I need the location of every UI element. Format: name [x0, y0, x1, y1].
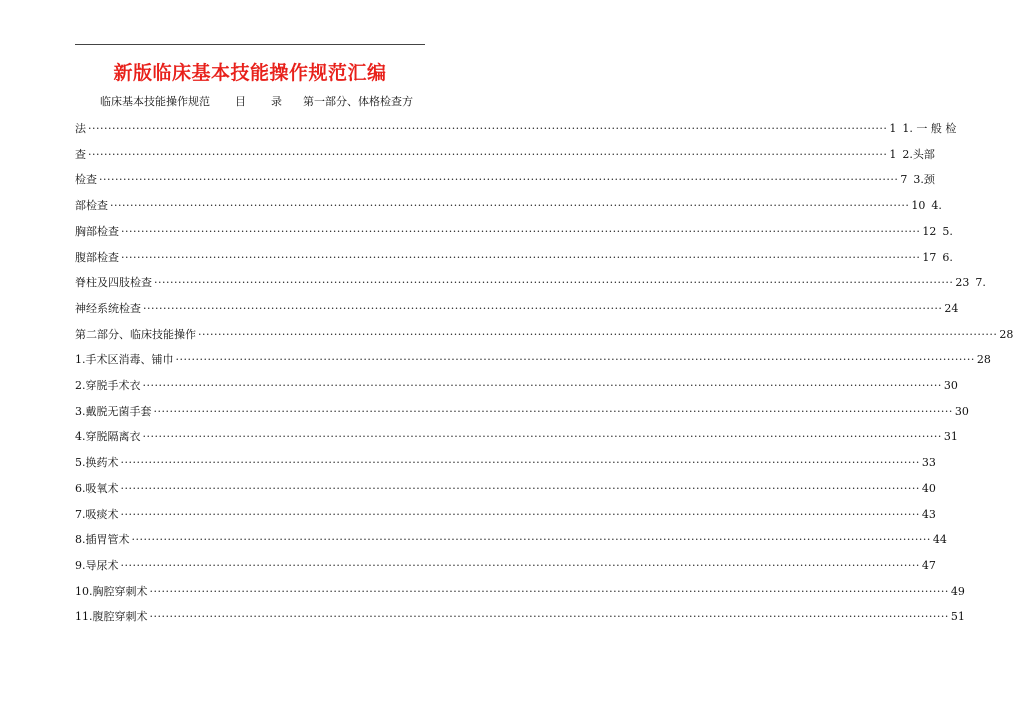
toc-entry: [75, 299, 959, 319]
toc-page-number: 28: [976, 353, 991, 367]
toc-leader-dots: ········································································································································································································: [88, 147, 888, 161]
toc-entry: [75, 556, 936, 576]
toc-leader-dots: ········································································································································································································: [120, 456, 920, 470]
toc-entry-label: 11.腹腔穿刺术: [75, 610, 148, 624]
toc-entry-label: 腹部检查: [75, 250, 119, 264]
toc-entry-label: 部检查: [75, 199, 108, 213]
toc-entry-label: 9.导尿术: [75, 558, 119, 572]
toc-next-entry-fragment: 6.: [942, 250, 953, 264]
toc-entry: [75, 273, 986, 293]
toc-entry: [75, 248, 953, 268]
toc-entry-label: 1.手术区消毒、铺巾: [75, 353, 174, 367]
toc-entry: [75, 453, 936, 473]
toc-entry-label: 脊柱及四肢检查: [75, 276, 152, 290]
toc-entry-label: 10.胸腔穿刺术: [75, 584, 148, 598]
toc-next-entry-fragment: 1. 一 般 检: [902, 122, 957, 135]
toc-page-number: 7: [900, 173, 908, 187]
toc-next-entry-fragment: 2.头部: [902, 147, 935, 161]
toc-entry: [75, 196, 942, 216]
toc-entry: [75, 505, 936, 525]
intro-text-3: 录: [271, 95, 282, 108]
toc-entry: [75, 325, 1013, 345]
toc-entry: [75, 530, 947, 550]
toc-entry-label: 8.插胃管术: [75, 533, 130, 547]
toc-leader-dots: ········································································································································································································: [153, 404, 953, 418]
toc-leader-dots: ········································································································································································································: [142, 430, 942, 444]
toc-leader-dots: ········································································································································································································: [120, 507, 920, 521]
toc-entry: [75, 402, 969, 422]
toc-entry-label: 法: [75, 122, 86, 135]
toc-page-number: 30: [943, 379, 958, 392]
toc-entry: [75, 607, 965, 627]
toc-page-number: 51: [950, 610, 965, 624]
toc-entry: [75, 222, 953, 242]
intro-text-2: 目: [235, 95, 246, 108]
toc-entry: [75, 427, 958, 447]
toc-leader-dots: ········································································································································································································: [121, 224, 921, 238]
toc-entry: [75, 170, 935, 190]
toc-entry-label: 2.穿脱手术衣: [75, 379, 141, 392]
toc-page-number: 40: [921, 481, 936, 495]
toc-leader-dots: ········································································································································································································: [120, 481, 920, 495]
toc-page-number: 30: [954, 404, 969, 418]
toc-entry: [75, 119, 957, 139]
toc-entry: [75, 376, 958, 396]
toc-leader-dots: ········································································································································································································: [198, 327, 998, 341]
toc-intro-line: [100, 92, 427, 112]
toc-page-number: 47: [921, 558, 936, 572]
toc-page-number: 24: [944, 301, 959, 315]
toc-leader-dots: ········································································································································································································: [120, 558, 920, 572]
toc-leader-dots: ········································································································································································································: [121, 250, 921, 264]
toc-entry-label: 7.吸痰术: [75, 507, 119, 521]
toc-page-number: 23: [955, 276, 970, 290]
toc-leader-dots: ········································································································································································································: [149, 584, 949, 598]
intro-text-1: 临床基本技能操作规范: [100, 95, 210, 108]
toc-entry-label: 4.穿脱隔离衣: [75, 430, 141, 444]
toc-entry-label: 神经系统检查: [75, 301, 141, 315]
toc-entry-label: 检查: [75, 173, 97, 187]
toc-page-number: 10: [911, 199, 926, 213]
toc-next-entry-fragment: 7.: [975, 276, 986, 290]
toc-leader-dots: ········································································································································································································: [131, 533, 931, 547]
toc-entry-label: 第二部分、临床技能操作: [75, 327, 196, 341]
toc-page-number: 17: [922, 250, 937, 264]
toc-next-entry-fragment: 3.颈: [913, 173, 935, 187]
toc-page-number: 44: [932, 533, 947, 547]
toc-leader-dots: ········································································································································································································: [88, 122, 888, 135]
toc-next-entry-fragment: 4.: [931, 199, 942, 213]
toc-leader-dots: ········································································································································································································: [149, 610, 949, 624]
toc-page-number: 43: [921, 507, 936, 521]
header-rule: [75, 44, 425, 45]
toc-page-number: 1: [889, 147, 897, 161]
toc-leader-dots: ········································································································································································································: [99, 173, 899, 187]
toc-entry: [75, 479, 936, 499]
toc-leader-dots: ········································································································································································································: [110, 199, 910, 213]
toc-next-entry-fragment: 5.: [942, 224, 953, 238]
toc-page-number: 33: [921, 456, 936, 470]
toc-leader-dots: ········································································································································································································: [175, 353, 975, 367]
toc-entry: [75, 350, 991, 370]
toc-page-number: 28: [999, 327, 1013, 341]
toc-entry-label: 5.换药术: [75, 456, 119, 470]
toc-entry-label: 6.吸氧术: [75, 481, 119, 495]
toc-page-number: 1: [889, 122, 897, 135]
toc-leader-dots: ········································································································································································································: [154, 276, 954, 290]
toc-entry: [75, 582, 965, 602]
toc-entry-label: 3.戴脱无菌手套: [75, 404, 152, 418]
toc-leader-dots: ········································································································································································································: [143, 301, 943, 315]
document-title: 新版临床基本技能操作规范汇编: [113, 62, 387, 84]
toc-leader-dots: ········································································································································································································: [142, 379, 942, 392]
toc-entry-label: 查: [75, 147, 86, 161]
intro-text-4: 第一部分、体格检查方: [303, 95, 413, 108]
toc-entry-label: 胸部检查: [75, 224, 119, 238]
toc-entry: [75, 145, 935, 165]
toc-page-number: 12: [922, 224, 937, 238]
toc-page-number: 49: [950, 584, 965, 598]
toc-page-number: 31: [943, 430, 958, 444]
